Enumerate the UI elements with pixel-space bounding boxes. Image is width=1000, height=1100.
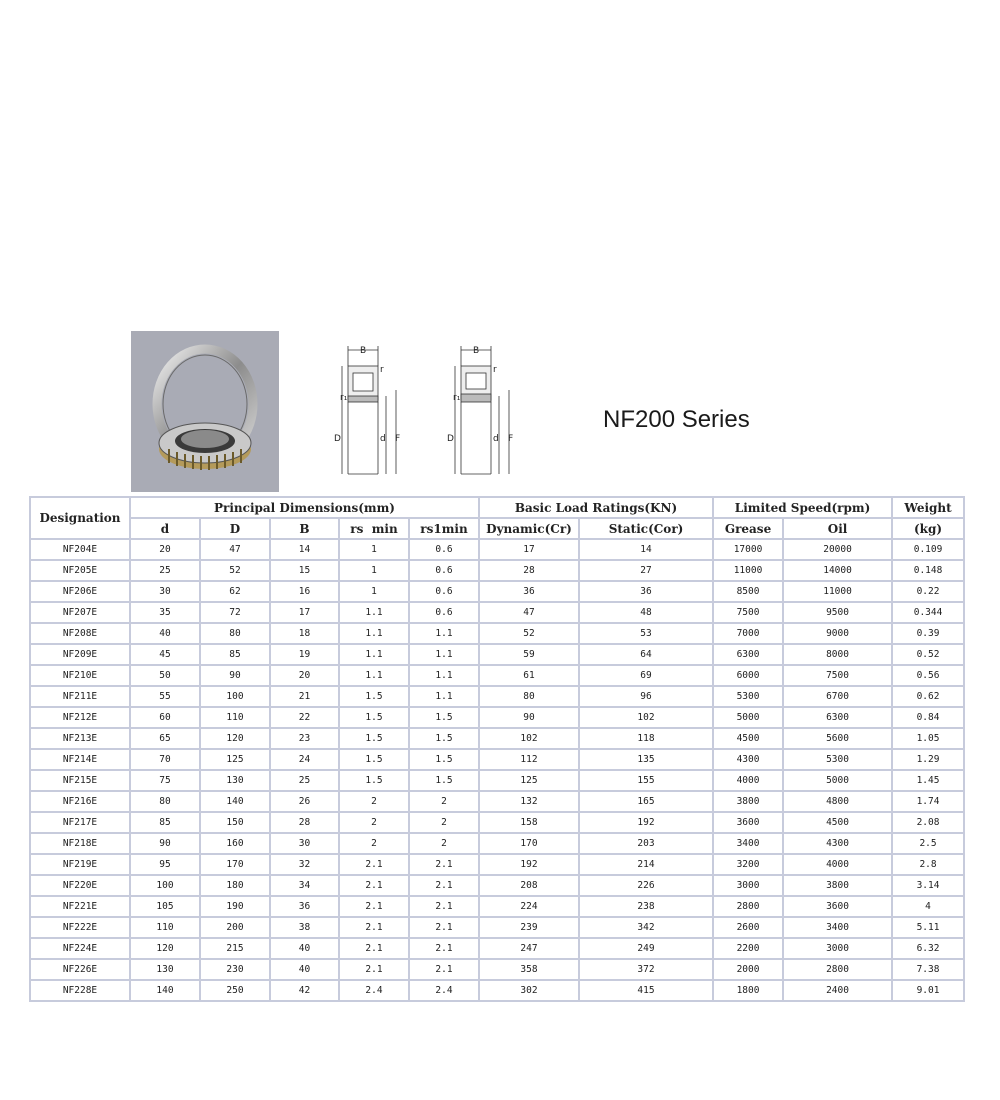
weight-cell: 4 xyxy=(892,896,964,917)
designation-cell: NF215E xyxy=(30,770,130,791)
static-cell: 214 xyxy=(579,854,713,875)
rs-min-cell: 2.1 xyxy=(339,917,409,938)
label-f: F xyxy=(508,434,514,444)
rs1-min-cell: 2.1 xyxy=(409,938,479,959)
oil-cell: 4300 xyxy=(783,833,892,854)
dynamic-cell: 239 xyxy=(479,917,579,938)
weight-cell: 9.01 xyxy=(892,980,964,1001)
oil-cell: 9000 xyxy=(783,623,892,644)
d-cell: 140 xyxy=(130,980,200,1001)
label-big-d: D xyxy=(447,434,454,444)
designation-cell: NF226E xyxy=(30,959,130,980)
rs1-min-cell: 2.1 xyxy=(409,896,479,917)
dynamic-cell: 358 xyxy=(479,959,579,980)
table-row xyxy=(30,749,964,770)
dynamic-cell: 247 xyxy=(479,938,579,959)
oil-cell: 3800 xyxy=(783,875,892,896)
static-cell: 53 xyxy=(579,623,713,644)
d-cell: 80 xyxy=(130,791,200,812)
designation-cell: NF214E xyxy=(30,749,130,770)
rs1-min-cell: 2 xyxy=(409,791,479,812)
d-cell: 95 xyxy=(130,854,200,875)
dynamic-cell: 125 xyxy=(479,770,579,791)
grease-cell: 2800 xyxy=(713,896,783,917)
label-small-d: d xyxy=(380,434,386,444)
weight-cell: 0.52 xyxy=(892,644,964,665)
rs1-min-cell: 0.6 xyxy=(409,539,479,560)
d-cell: 105 xyxy=(130,896,200,917)
rs-min-cell: 2.1 xyxy=(339,959,409,980)
oil-cell: 5600 xyxy=(783,728,892,749)
b-cell: 28 xyxy=(270,812,339,833)
weight-cell: 0.22 xyxy=(892,581,964,602)
d-cell: 25 xyxy=(130,560,200,581)
designation-cell: NF207E xyxy=(30,602,130,623)
header-limited-speed: Limited Speed(rpm) xyxy=(713,497,892,518)
dynamic-cell: 52 xyxy=(479,623,579,644)
dynamic-cell: 47 xyxy=(479,602,579,623)
big-d-cell: 130 xyxy=(200,770,270,791)
designation-cell: NF206E xyxy=(30,581,130,602)
table-row xyxy=(30,917,964,938)
weight-cell: 2.8 xyxy=(892,854,964,875)
weight-cell: 0.39 xyxy=(892,623,964,644)
d-cell: 120 xyxy=(130,938,200,959)
weight-cell: 0.344 xyxy=(892,602,964,623)
static-cell: 36 xyxy=(579,581,713,602)
b-cell: 30 xyxy=(270,833,339,854)
b-cell: 20 xyxy=(270,665,339,686)
grease-cell: 11000 xyxy=(713,560,783,581)
rs1-min-cell: 2 xyxy=(409,812,479,833)
grease-cell: 5300 xyxy=(713,686,783,707)
rs-min-cell: 2 xyxy=(339,791,409,812)
weight-cell: 0.109 xyxy=(892,539,964,560)
dynamic-cell: 17 xyxy=(479,539,579,560)
rs-min-cell: 1 xyxy=(339,560,409,581)
table-row xyxy=(30,539,964,560)
rs-min-cell: 1.5 xyxy=(339,686,409,707)
big-d-cell: 110 xyxy=(200,707,270,728)
b-cell: 17 xyxy=(270,602,339,623)
grease-cell: 6300 xyxy=(713,644,783,665)
big-d-cell: 120 xyxy=(200,728,270,749)
b-cell: 18 xyxy=(270,623,339,644)
designation-cell: NF209E xyxy=(30,644,130,665)
designation-cell: NF211E xyxy=(30,686,130,707)
rs-min-cell: 2.1 xyxy=(339,938,409,959)
header-oil: Oil xyxy=(783,518,892,539)
b-cell: 25 xyxy=(270,770,339,791)
rs1-min-cell: 1.1 xyxy=(409,623,479,644)
d-cell: 130 xyxy=(130,959,200,980)
static-cell: 155 xyxy=(579,770,713,791)
rs1-min-cell: 1.5 xyxy=(409,749,479,770)
designation-cell: NF217E xyxy=(30,812,130,833)
static-cell: 102 xyxy=(579,707,713,728)
grease-cell: 2200 xyxy=(713,938,783,959)
rs-min-cell: 1.5 xyxy=(339,707,409,728)
header-designation: Designation xyxy=(30,497,130,539)
table-row xyxy=(30,896,964,917)
grease-cell: 4000 xyxy=(713,770,783,791)
oil-cell: 7500 xyxy=(783,665,892,686)
big-d-cell: 190 xyxy=(200,896,270,917)
weight-cell: 2.5 xyxy=(892,833,964,854)
dynamic-cell: 112 xyxy=(479,749,579,770)
designation-cell: NF220E xyxy=(30,875,130,896)
rs1-min-cell: 1.5 xyxy=(409,770,479,791)
rs-min-cell: 1.5 xyxy=(339,749,409,770)
rs1-min-cell: 1.5 xyxy=(409,728,479,749)
label-small-d: d xyxy=(493,434,499,444)
table-row xyxy=(30,875,964,896)
table-row xyxy=(30,623,964,644)
weight-cell: 0.148 xyxy=(892,560,964,581)
grease-cell: 3000 xyxy=(713,875,783,896)
weight-cell: 7.38 xyxy=(892,959,964,980)
static-cell: 226 xyxy=(579,875,713,896)
rs1-min-cell: 1.5 xyxy=(409,707,479,728)
header-d: d xyxy=(130,518,200,539)
big-d-cell: 72 xyxy=(200,602,270,623)
b-cell: 24 xyxy=(270,749,339,770)
dynamic-cell: 224 xyxy=(479,896,579,917)
rs-min-cell: 1.1 xyxy=(339,602,409,623)
rs1-min-cell: 2.1 xyxy=(409,854,479,875)
d-cell: 40 xyxy=(130,623,200,644)
big-d-cell: 125 xyxy=(200,749,270,770)
spec-table xyxy=(29,496,965,1002)
big-d-cell: 140 xyxy=(200,791,270,812)
header-basic-load-ratings: Basic Load Ratings(KN) xyxy=(479,497,713,518)
weight-cell: 2.08 xyxy=(892,812,964,833)
bearing-photo xyxy=(131,331,279,492)
label-b: B xyxy=(473,346,480,356)
big-d-cell: 47 xyxy=(200,539,270,560)
weight-cell: 0.56 xyxy=(892,665,964,686)
big-d-cell: 250 xyxy=(200,980,270,1001)
dynamic-cell: 192 xyxy=(479,854,579,875)
big-d-cell: 215 xyxy=(200,938,270,959)
designation-cell: NF212E xyxy=(30,707,130,728)
grease-cell: 5000 xyxy=(713,707,783,728)
rs-min-cell: 1.1 xyxy=(339,665,409,686)
big-d-cell: 230 xyxy=(200,959,270,980)
rs-min-cell: 1.1 xyxy=(339,623,409,644)
static-cell: 135 xyxy=(579,749,713,770)
d-cell: 110 xyxy=(130,917,200,938)
big-d-cell: 150 xyxy=(200,812,270,833)
grease-cell: 2000 xyxy=(713,959,783,980)
d-cell: 60 xyxy=(130,707,200,728)
static-cell: 372 xyxy=(579,959,713,980)
designation-cell: NF208E xyxy=(30,623,130,644)
dynamic-cell: 80 xyxy=(479,686,579,707)
big-d-cell: 180 xyxy=(200,875,270,896)
table-row xyxy=(30,791,964,812)
grease-cell: 3600 xyxy=(713,812,783,833)
b-cell: 40 xyxy=(270,938,339,959)
table-row xyxy=(30,644,964,665)
grease-cell: 3800 xyxy=(713,791,783,812)
d-cell: 100 xyxy=(130,875,200,896)
grease-cell: 17000 xyxy=(713,539,783,560)
designation-cell: NF210E xyxy=(30,665,130,686)
static-cell: 192 xyxy=(579,812,713,833)
table-row xyxy=(30,812,964,833)
rs1-min-cell: 1.1 xyxy=(409,686,479,707)
static-cell: 165 xyxy=(579,791,713,812)
header-grease: Grease xyxy=(713,518,783,539)
rs-min-cell: 2 xyxy=(339,833,409,854)
table-row xyxy=(30,686,964,707)
d-cell: 55 xyxy=(130,686,200,707)
big-d-cell: 80 xyxy=(200,623,270,644)
b-cell: 14 xyxy=(270,539,339,560)
b-cell: 19 xyxy=(270,644,339,665)
oil-cell: 4000 xyxy=(783,854,892,875)
table-row xyxy=(30,707,964,728)
dynamic-cell: 302 xyxy=(479,980,579,1001)
weight-cell: 6.32 xyxy=(892,938,964,959)
oil-cell: 3400 xyxy=(783,917,892,938)
grease-cell: 7000 xyxy=(713,623,783,644)
big-d-cell: 90 xyxy=(200,665,270,686)
designation-cell: NF221E xyxy=(30,896,130,917)
b-cell: 15 xyxy=(270,560,339,581)
weight-cell: 5.11 xyxy=(892,917,964,938)
big-d-cell: 62 xyxy=(200,581,270,602)
d-cell: 45 xyxy=(130,644,200,665)
header-big-d: D xyxy=(200,518,270,539)
grease-cell: 4500 xyxy=(713,728,783,749)
oil-cell: 2400 xyxy=(783,980,892,1001)
label-b: B xyxy=(360,346,367,356)
header-b: B xyxy=(270,518,339,539)
oil-cell: 3600 xyxy=(783,896,892,917)
label-r: r xyxy=(493,365,497,375)
dynamic-cell: 61 xyxy=(479,665,579,686)
grease-cell: 4300 xyxy=(713,749,783,770)
header-rs1-min: rs1min xyxy=(409,518,479,539)
static-cell: 342 xyxy=(579,917,713,938)
dynamic-cell: 208 xyxy=(479,875,579,896)
big-d-cell: 52 xyxy=(200,560,270,581)
header-kg: (kg) xyxy=(892,518,964,539)
oil-cell: 11000 xyxy=(783,581,892,602)
grease-cell: 7500 xyxy=(713,602,783,623)
b-cell: 21 xyxy=(270,686,339,707)
static-cell: 96 xyxy=(579,686,713,707)
label-r1: r₁ xyxy=(340,393,348,403)
header-principal-dimensions: Principal Dimensions(mm) xyxy=(130,497,479,518)
table-row xyxy=(30,560,964,581)
b-cell: 23 xyxy=(270,728,339,749)
designation-cell: NF205E xyxy=(30,560,130,581)
header-static: Static(Cor) xyxy=(579,518,713,539)
table-row xyxy=(30,980,964,1001)
weight-cell: 0.84 xyxy=(892,707,964,728)
dynamic-cell: 36 xyxy=(479,581,579,602)
d-cell: 85 xyxy=(130,812,200,833)
designation-cell: NF218E xyxy=(30,833,130,854)
oil-cell: 5000 xyxy=(783,770,892,791)
table-row xyxy=(30,959,964,980)
static-cell: 69 xyxy=(579,665,713,686)
static-cell: 415 xyxy=(579,980,713,1001)
table-row xyxy=(30,665,964,686)
designation-cell: NF204E xyxy=(30,539,130,560)
oil-cell: 6300 xyxy=(783,707,892,728)
oil-cell: 4500 xyxy=(783,812,892,833)
grease-cell: 3400 xyxy=(713,833,783,854)
oil-cell: 9500 xyxy=(783,602,892,623)
rs-min-cell: 2.4 xyxy=(339,980,409,1001)
static-cell: 27 xyxy=(579,560,713,581)
label-r: r xyxy=(380,365,384,375)
rs-min-cell: 2 xyxy=(339,812,409,833)
b-cell: 40 xyxy=(270,959,339,980)
rs1-min-cell: 2.4 xyxy=(409,980,479,1001)
designation-cell: NF213E xyxy=(30,728,130,749)
bearing-section-diagram-left xyxy=(330,338,410,478)
rs-min-cell: 2.1 xyxy=(339,875,409,896)
big-d-cell: 200 xyxy=(200,917,270,938)
oil-cell: 6700 xyxy=(783,686,892,707)
grease-cell: 3200 xyxy=(713,854,783,875)
big-d-cell: 85 xyxy=(200,644,270,665)
weight-cell: 1.74 xyxy=(892,791,964,812)
dynamic-cell: 102 xyxy=(479,728,579,749)
dynamic-cell: 90 xyxy=(479,707,579,728)
rs-min-cell: 1.5 xyxy=(339,770,409,791)
big-d-cell: 160 xyxy=(200,833,270,854)
label-big-d: D xyxy=(334,434,341,444)
static-cell: 64 xyxy=(579,644,713,665)
b-cell: 42 xyxy=(270,980,339,1001)
oil-cell: 14000 xyxy=(783,560,892,581)
b-cell: 32 xyxy=(270,854,339,875)
rs-min-cell: 1.5 xyxy=(339,728,409,749)
designation-cell: NF219E xyxy=(30,854,130,875)
table-row xyxy=(30,854,964,875)
oil-cell: 2800 xyxy=(783,959,892,980)
label-r1: r₁ xyxy=(453,393,461,403)
b-cell: 26 xyxy=(270,791,339,812)
grease-cell: 8500 xyxy=(713,581,783,602)
designation-cell: NF224E xyxy=(30,938,130,959)
static-cell: 249 xyxy=(579,938,713,959)
b-cell: 34 xyxy=(270,875,339,896)
oil-cell: 8000 xyxy=(783,644,892,665)
weight-cell: 0.62 xyxy=(892,686,964,707)
table-row xyxy=(30,728,964,749)
d-cell: 75 xyxy=(130,770,200,791)
rs1-min-cell: 0.6 xyxy=(409,602,479,623)
rs1-min-cell: 1.1 xyxy=(409,644,479,665)
rs1-min-cell: 2.1 xyxy=(409,875,479,896)
rs1-min-cell: 2 xyxy=(409,833,479,854)
designation-cell: NF222E xyxy=(30,917,130,938)
static-cell: 203 xyxy=(579,833,713,854)
dynamic-cell: 132 xyxy=(479,791,579,812)
rs-min-cell: 2.1 xyxy=(339,854,409,875)
bearing-section-diagram-right xyxy=(443,338,523,478)
dynamic-cell: 28 xyxy=(479,560,579,581)
header-dynamic: Dynamic(Cr) xyxy=(479,518,579,539)
static-cell: 14 xyxy=(579,539,713,560)
rs1-min-cell: 0.6 xyxy=(409,560,479,581)
d-cell: 65 xyxy=(130,728,200,749)
oil-cell: 4800 xyxy=(783,791,892,812)
designation-cell: NF216E xyxy=(30,791,130,812)
static-cell: 238 xyxy=(579,896,713,917)
b-cell: 22 xyxy=(270,707,339,728)
d-cell: 35 xyxy=(130,602,200,623)
header-weight: Weight xyxy=(892,497,964,518)
table-row xyxy=(30,938,964,959)
weight-cell: 1.45 xyxy=(892,770,964,791)
spec-table-body xyxy=(30,539,964,1001)
grease-cell: 6000 xyxy=(713,665,783,686)
big-d-cell: 170 xyxy=(200,854,270,875)
d-cell: 90 xyxy=(130,833,200,854)
table-row xyxy=(30,581,964,602)
rs1-min-cell: 1.1 xyxy=(409,665,479,686)
dynamic-cell: 59 xyxy=(479,644,579,665)
table-row xyxy=(30,833,964,854)
b-cell: 36 xyxy=(270,896,339,917)
oil-cell: 20000 xyxy=(783,539,892,560)
grease-cell: 2600 xyxy=(713,917,783,938)
b-cell: 38 xyxy=(270,917,339,938)
rs1-min-cell: 0.6 xyxy=(409,581,479,602)
d-cell: 20 xyxy=(130,539,200,560)
d-cell: 30 xyxy=(130,581,200,602)
table-row xyxy=(30,770,964,791)
rs1-min-cell: 2.1 xyxy=(409,917,479,938)
rs-min-cell: 1 xyxy=(339,581,409,602)
label-f: F xyxy=(395,434,401,444)
weight-cell: 1.05 xyxy=(892,728,964,749)
grease-cell: 1800 xyxy=(713,980,783,1001)
weight-cell: 1.29 xyxy=(892,749,964,770)
dynamic-cell: 158 xyxy=(479,812,579,833)
series-title: NF200 Series xyxy=(603,406,750,433)
rs-min-cell: 1 xyxy=(339,539,409,560)
designation-cell: NF228E xyxy=(30,980,130,1001)
d-cell: 70 xyxy=(130,749,200,770)
oil-cell: 3000 xyxy=(783,938,892,959)
rs-min-cell: 1.1 xyxy=(339,644,409,665)
b-cell: 16 xyxy=(270,581,339,602)
header-rs-min: rs min xyxy=(339,518,409,539)
big-d-cell: 100 xyxy=(200,686,270,707)
rs-min-cell: 2.1 xyxy=(339,896,409,917)
static-cell: 48 xyxy=(579,602,713,623)
table-row xyxy=(30,602,964,623)
rs1-min-cell: 2.1 xyxy=(409,959,479,980)
static-cell: 118 xyxy=(579,728,713,749)
oil-cell: 5300 xyxy=(783,749,892,770)
d-cell: 50 xyxy=(130,665,200,686)
weight-cell: 3.14 xyxy=(892,875,964,896)
dynamic-cell: 170 xyxy=(479,833,579,854)
